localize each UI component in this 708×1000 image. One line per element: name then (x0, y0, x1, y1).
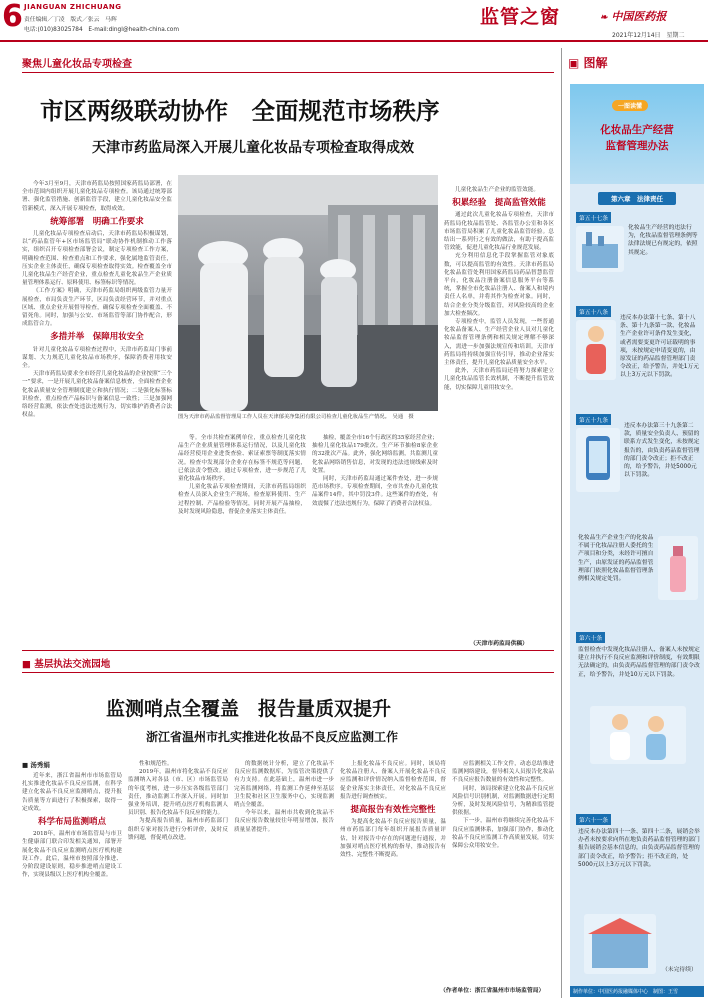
doctor-icon (590, 706, 686, 764)
sidebar-label-text: 图解 (583, 56, 608, 70)
story1-subheadline: 天津市药监局深入开展儿童化妆品专项检查取得成效 (92, 140, 414, 156)
story1-headline: 市区两级联动协作 全面规范市场秩序 (40, 97, 440, 125)
infographic-banner (570, 84, 704, 184)
infographic-title-1: 化妆品生产经营 (600, 124, 674, 136)
story2-headline: 监测哨点全覆盖 报告量质双提升 (106, 698, 392, 720)
story1-photo (178, 175, 438, 411)
article-60-illustration (590, 706, 686, 764)
article-59-extra-text: 化妆品生产企业生产的化妆品不属于化妆品注册人委托的生产项目和分类，未经许可擅自生产，由原发证的药品监督管理部门依照化妆品监督管理条例相关规定处罚。 (578, 535, 654, 583)
header-rule (0, 40, 708, 42)
story2-tag-rule (22, 672, 554, 673)
infographic-credit: 制作单位：中国医药报融媒体中心 制图：王雪 (570, 986, 704, 997)
article-59-illustration (576, 428, 620, 492)
story1-byline: （天津市药监局供稿） (470, 641, 528, 647)
story1-tag-text: 聚焦儿童化妆品专项检查 (22, 59, 132, 70)
issue-date: 2021年12月14日 星期二 (612, 32, 685, 39)
chapter-heading: 第六章 法律责任 (598, 192, 676, 205)
cosmetics-illustration (658, 536, 698, 600)
story2-tag (22, 656, 110, 670)
story2-column-2: 性和规范性。 2019年，温州市将化妆品不良反应监测纳入对各县（市、区）市场监管局的年度考核，进一步压实各级监管部门责任，推动监测工作深入开展。同时加强业务培训，提升哨点医疗机构监测人员识别、报告化妆品不良反应的能力。 为提高报告质量，温州市药监部门组织专家对报告进行分析评价，及时反馈问题，督促哨点改进。 (128, 761, 228, 841)
newspaper-logo (600, 8, 666, 24)
article-57-illustration (576, 226, 624, 272)
exhibition-booth-icon (584, 914, 656, 974)
story-divider (22, 650, 554, 651)
story2-tag-text: 基层执法交流园地 (34, 659, 111, 670)
story2-tag-marker: ■ (22, 659, 31, 670)
article-60-number: 第六十条 (576, 632, 605, 643)
story1-column-2: 等。全市共检查案例单位，重点检查儿童化妆品生产企业质量管理体系运行情况，以及儿童化妆品经营使用企业进货查验、索证索票等制度落实情况。检查中发现部分企业存在标签不规范等问题，已依法责令整改。通过专项检查，进一步规范了儿童化妆品市场秩序。 儿童化妆品专项检查期间，天津市药监局组织检查人员深入企业生产现场，检查原料使用、生产过程控制、产品检验等情况，同时开展产品抽检，及时发现风险隐患，督促企业落实主体责任。 (178, 435, 306, 515)
story1-tag (22, 55, 132, 70)
story1-subhead-2: 多措并举 保障用妆安全 (50, 332, 144, 343)
masthead (0, 0, 708, 42)
article-57-text: 化妆品生产经营的违法行为，化妆品监督管理条例等法律法规已有规定的，依照其规定。 (628, 225, 698, 256)
sidebar-divider (561, 48, 562, 998)
infographic-panel (570, 84, 704, 994)
story2-author: ■ 汤秀娟 (22, 761, 50, 769)
article-57-number: 第五十七条 (576, 212, 611, 223)
newspaper-name: 中国医药报 (611, 10, 667, 23)
to-be-continued: （未完待续） (662, 967, 697, 973)
article-60-text: 监督检查中发现化妆品注册人、备案人未按规定建立并执行不良反应监测和评价制度，有效期限无法确定的，由负责药品监督管理的部门责令改正，给予警告，并处10万元以下罚款。 (578, 647, 700, 678)
sidebar-label (568, 54, 608, 71)
logo-mark-icon: ❧ (600, 13, 608, 23)
article-58-text (620, 314, 700, 380)
cosmetic-bottle-icon (658, 536, 698, 600)
phone-icon (576, 428, 620, 492)
story2-subhead-2: 提高报告有效性完整性 (350, 805, 436, 816)
sidebar (566, 48, 706, 998)
story1-subhead-3: 积累经验 提高监管效能 (452, 198, 546, 209)
article-58-body: 违反本办法第十七条、第十八条、第十九条第一款、化妆品生产企业许可条件发生变化，或者需要变更许可证载明的事项，未按规定申请变更的，由原发证的药品监督管理部门责令改正，给予警告，并处1万元以上3万元以下罚款。 (620, 315, 700, 379)
story1-subhead-1: 统筹部署 明确工作要求 (50, 216, 144, 227)
article-61-text: 违反本办法第四十一条、第四十二条，展销会举办者未按要求向所在地负责药品监督管理的部门报告展销会基本信息的，由负责药品监督管理的部门责令改正，给予警告；拒不改正的，处5000元以上3万元以下罚款。 (578, 829, 700, 868)
article-58-illustration (576, 320, 616, 380)
article-61-illustration (584, 914, 656, 974)
factory-inspection-image (178, 175, 438, 411)
section-title: 监管之窗 (480, 6, 561, 28)
article-59-number: 第五十九条 (576, 414, 611, 425)
story2-column-4: 上报化妆品不良反应。同时，该局将化妆品注册人、备案人开展化妆品不良反应监测和评价情况纳入监督检查范围，督促企业落实主体责任，对化妆品不良反应报告进行调查核实。 提高报告有效性完整性 为提高化妆品不良反应报告质量，温州市药监部门每年组织开展报告质量评估，针对报告中存在的问题进行通报，并加强对哨点医疗机构的指导，推动报告有效性、完整性不断提高。 (340, 761, 446, 859)
editor-line: 责任编辑／丁凌 版式／张云 马辉 (24, 17, 117, 23)
story1-column-4: 儿童化妆品生产企业的监管效能。 积累经验 提高监管效能 通过此次儿童化妆品专项检查，天津市药监局化妆品监管处、各监管办公室和各区市场监管局积累了儿童化妆品监管经验。总结出一系列行之有效的做法，有助于提高监管效能，促进儿童化妆品行业规范发展。 充分利用信息化手段掌握监管对象底数，可以提高监管的有效性。天津市药监局化妆品监管处利用国家药监局药品智慧监管平台，化妆品注册备案信息服务平台等系统，掌握全市化妆品注册人、备案人和境内责任人名单，并将其作为检查对象。同时，结合企业分类分级监管，对风险较高的企业加大检查频次。 专项检查中，监管人员发现，一些普通化妆品备案人、生产经营企业人员对儿童化妆品监督管理条例和相关规定理解不够深入，需进一步加强法规宣传和培训。天津市药监局将持续加强宣传引导，推动企业落实主体责任，提升儿童化妆品质量安全水平。 此外，天津市药监局还将努力探索建立儿童化妆品监管长效机制，不断提升监管效能，切实保障儿童用妆安全。 (444, 187, 554, 391)
story2-byline: （作者单位：浙江省温州市市场监管局） (440, 988, 545, 994)
story2-column-1: 近年来，浙江省温州市市场监管局扎实推进化妆品不良反应监测，在科学建立化妆品不良反应监测哨点，提升报告质量等方面进行了积极探索，取得一定成效。 科学布局监测哨点 2018年，温州市市场监管局与市卫生健康部门联合印发相关通知，部署开展化妆品不良反应监测哨点医疗机构建设工作。此后，温州市按照部分推进、分阶段建设原则，稳步推进哨点建设工作，实现县级以上医疗机构全覆盖。 (22, 773, 122, 879)
article-59-text: 违反本办法第三十九条第二款，质量安全负责人、预留的联系方式发生变化，未按规定报告的，由负责药品监督管理的部门责令改正；拒不改正的，给予警告，并处5000元以下罚款。 (624, 423, 700, 479)
story2-subheadline: 浙江省温州市扎实推进化妆品不良反应监测工作 (146, 730, 399, 744)
infographic-title-2: 监督管理办法 (605, 140, 669, 152)
banner-tag: 一图读懂 (612, 100, 648, 111)
photo-caption: 图为天津市药品监督管理局工作人员在天津郁美净集团有限公司检查儿童化妆品生产情况。 吴通 摄 (178, 414, 414, 420)
story2-column-5: 应监测相关工作文件，动态总结推进监测网络建设，督导相关人员报告化妆品不良反应报告数量的有效性和完整性。 同时，该局探索建立化妆品不良反应风险信号识别机制，对监测数据进行定期分析，及时发现风险信号，为精准监管提供依据。 下一步，温州市将继续完善化妆品不良反应监测体系，加强部门协作，推动化妆品不良反应监测工作高质量发展，切实保障公众用妆安全。 (452, 761, 554, 850)
person-icon (576, 320, 616, 380)
story1-column-3: 抽检，覆盖全市16个行政区的35家经营企业；抽检儿童化妆品179批次。生产环节抽检8家企业的32批次产品。此外，强化网络监测，共监测儿童化妆品网络销售信息，对发现的违法违规线索及时处置。 同时，天津市药监局通过案件查处，进一步规范市场秩序。专项检查期间，全市共查办儿童化妆品案件14件，其中罚没3件。这些案件的查处，有效震慑了违法违规行为，保障了消费者合法权益。 (312, 435, 438, 507)
story1-column-1: 今年3月至9月，天津市药监局按照国家药监局部署，在全市范围内组织开展儿童化妆品专项检查。该局通过统筹部署、强化监管措施、创新监管手段，建立儿童化妆品安全监管新模式，深入开展专项检查，取得成效。 统筹部署 明确工作要求 儿童化妆品专项检查启动后，天津市药监局积极谋划，以“药品监管年+区市场监管局”联动协作机制推动工作落实，组织召开专项检查部署会议，制定专项检查工作方案，明确检查范围、检查重点和工作要求，强化属地监管责任，压实企业主体责任，确保专项检查取得实效。检查覆盖全市儿童化妆品生产经营企业，重点检查儿童化妆品生产企业质量管理体系运行、原料使用、标签标识等情况。 《工作方案》明确，天津市药监局组织两级监管力量开展检查，市局负责生产环节，区局负责经营环节，并对重点区域、重点企业开展督导检查，确保专项检查全面覆盖、不留死角。同时，加强与公安、市场监管等部门协作配合，形成监管合力。 多措并举 保障用妆安全 针对儿童化妆品专项检查过程中，天津市药监局门事前谋划、大力规范儿童化妆品市场秩序，保障消费者用妆安全。 天津市药监局要求全市经营儿童化妆品的企业按照“三个一”要求，一是开展儿童化妆品备案信息核查，全面检查企业化妆品质量安全管理制度建立和执行情况；二是强化标签标识检查，重点检查产品标识与备案信息一致性；三是加强网络经营监测，依法查处违法违规行为，切实维护消费者合法权益。 (22, 181, 172, 419)
page-number: 6 (2, 0, 23, 34)
story2-column-3: 的数据统计分析，建立了化妆品不良反应监测数据库，为监管决策提供了有力支持。在此基础上，温州市进一步完善监测网络，将监测工作延伸至基层卫生院和社区卫生服务中心，实现监测哨点全覆盖。 今年以来，温州市共收到化妆品不良反应报告数量较往年明显增加，报告质量显著提升。 (234, 761, 334, 833)
contact-line: 电话:(010)83025784 E-mail:dingl@health-china.com (24, 27, 179, 33)
factory-icon (576, 226, 624, 272)
story1-tag-rule (22, 72, 554, 73)
story2-subhead-1: 科学布局监测哨点 (37, 817, 106, 828)
article-58-number: 第五十八条 (576, 306, 611, 317)
square-marker-icon: ▣ (568, 56, 580, 70)
publication-pinyin: JIANGUAN ZHICHUANG (24, 3, 122, 11)
article-61-number: 第六十一条 (576, 814, 611, 825)
